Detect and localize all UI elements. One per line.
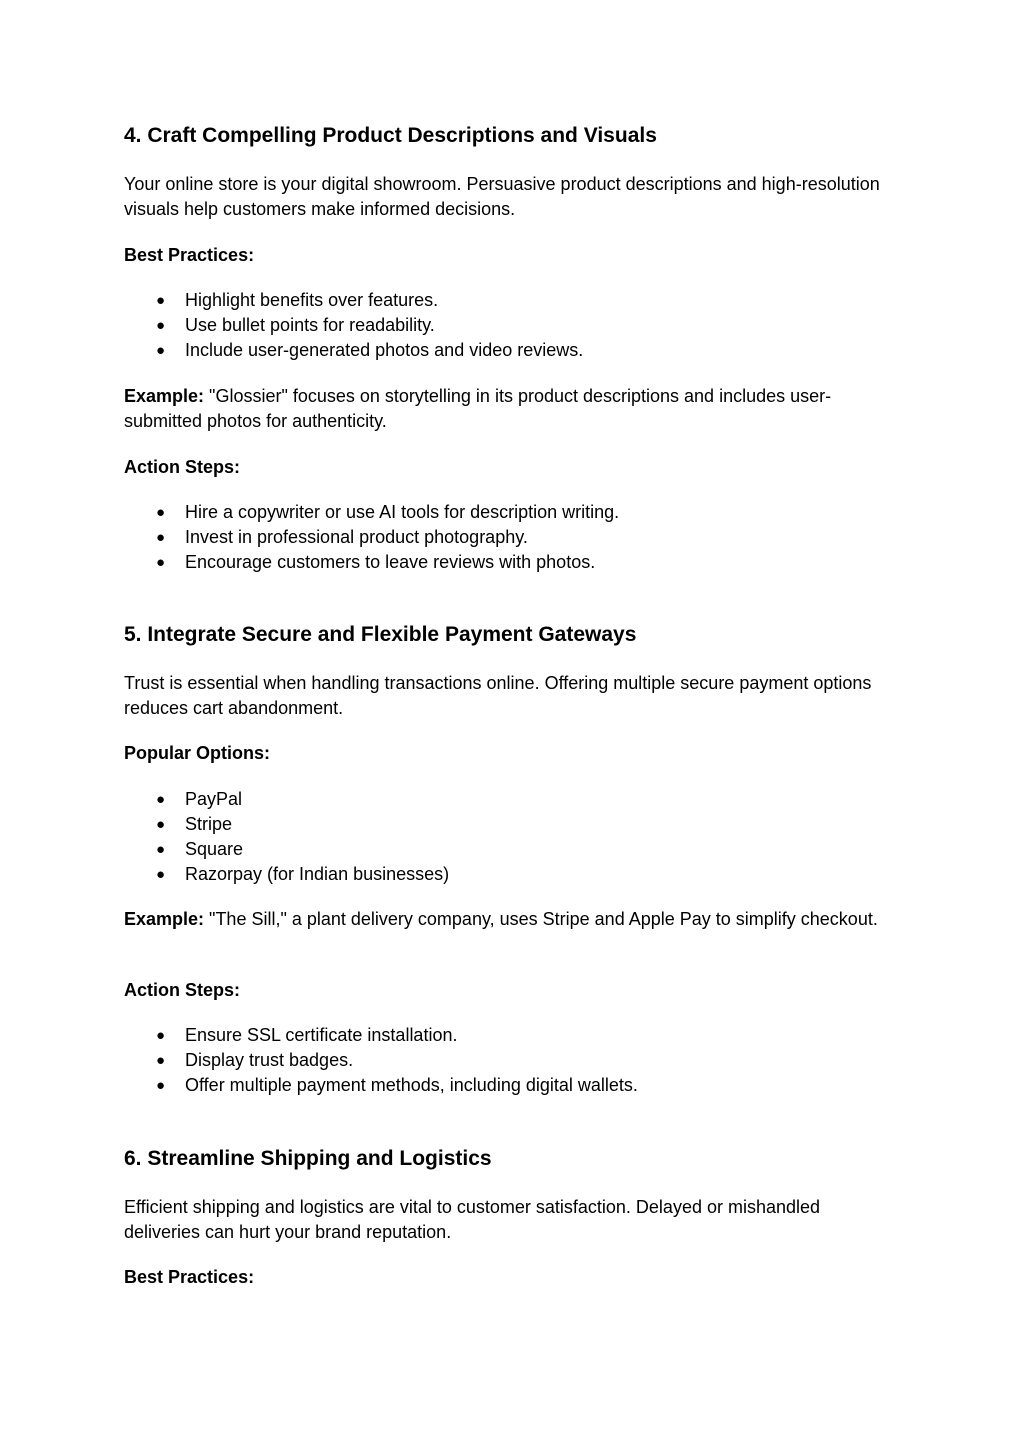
- list-item: ● Encourage customers to leave reviews with photos.: [124, 550, 619, 575]
- bullet-icon: ●: [156, 816, 166, 833]
- bullet-icon: ●: [156, 317, 166, 334]
- bullet-icon: ●: [156, 841, 166, 858]
- section-6-intro: Efficient shipping and logistics are vital to customer satisfaction. Delayed or mishandled deliveries can hurt your brand reputation.: [124, 1197, 821, 1242]
- section-4-example: [124, 384, 884, 434]
- list-item: ● Use bullet points for readability.: [124, 313, 583, 338]
- section-5-intro: Trust is essential when handling transactions online. Offering multiple secure payment options reduces cart abandonment.: [124, 673, 872, 718]
- section-4-best-practices-list: [124, 288, 583, 363]
- example-label: Example:: [124, 909, 205, 929]
- section-6-best-practices-label: Best Practices:: [124, 1267, 255, 1287]
- section-4-heading: 4. Craft Compelling Product Descriptions and Visuals: [124, 124, 657, 147]
- section-6-heading: 6. Streamline Shipping and Logistics: [124, 1147, 492, 1170]
- list-item: ● Stripe: [124, 812, 449, 837]
- example-text: "Glossier" focuses on storytelling in its product descriptions and includes user-submitted photos for authenticity.: [124, 386, 832, 431]
- list-item: ● Invest in professional product photography.: [124, 525, 619, 550]
- list-item: ● Square: [124, 837, 449, 862]
- section-4-action-steps-label: Action Steps:: [124, 457, 241, 477]
- bullet-icon: ●: [156, 554, 166, 571]
- section-5-action-steps-list: [124, 1023, 638, 1098]
- example-text: "The Sill," a plant delivery company, uses Stripe and Apple Pay to simplify checkout.: [204, 909, 878, 929]
- section-5-popular-options-label: Popular Options:: [124, 743, 270, 763]
- list-item: ● Razorpay (for Indian businesses): [124, 862, 449, 887]
- bullet-icon: ●: [156, 1077, 166, 1094]
- list-item: ● Highlight benefits over features.: [124, 288, 583, 313]
- bullet-icon: ●: [156, 529, 166, 546]
- bullet-icon: ●: [156, 866, 166, 883]
- list-item: ● Include user-generated photos and video reviews.: [124, 338, 583, 363]
- list-item: ● Offer multiple payment methods, including digital wallets.: [124, 1073, 638, 1098]
- section-5-popular-options-list: [124, 787, 449, 887]
- bullet-icon: ●: [156, 791, 166, 808]
- bullet-icon: ●: [156, 1027, 166, 1044]
- bullet-icon: ●: [156, 504, 166, 521]
- section-4-intro: Your online store is your digital showroom. Persuasive product descriptions and high-resolution visuals help customers make informed decisions.: [124, 174, 880, 219]
- section-4-action-steps-list: [124, 500, 619, 575]
- list-item: ● PayPal: [124, 787, 449, 812]
- section-5-example: [124, 907, 884, 932]
- bullet-icon: ●: [156, 342, 166, 359]
- list-item: ● Ensure SSL certificate installation.: [124, 1023, 638, 1048]
- list-item: ● Display trust badges.: [124, 1048, 638, 1073]
- section-4-best-practices-label: Best Practices:: [124, 245, 255, 265]
- example-label: Example:: [124, 386, 205, 406]
- section-5-heading: 5. Integrate Secure and Flexible Payment Gateways: [124, 623, 637, 646]
- bullet-icon: ●: [156, 292, 166, 309]
- bullet-icon: ●: [156, 1052, 166, 1069]
- list-item: ● Hire a copywriter or use AI tools for description writing.: [124, 500, 619, 525]
- section-5-action-steps-label: Action Steps:: [124, 980, 241, 1000]
